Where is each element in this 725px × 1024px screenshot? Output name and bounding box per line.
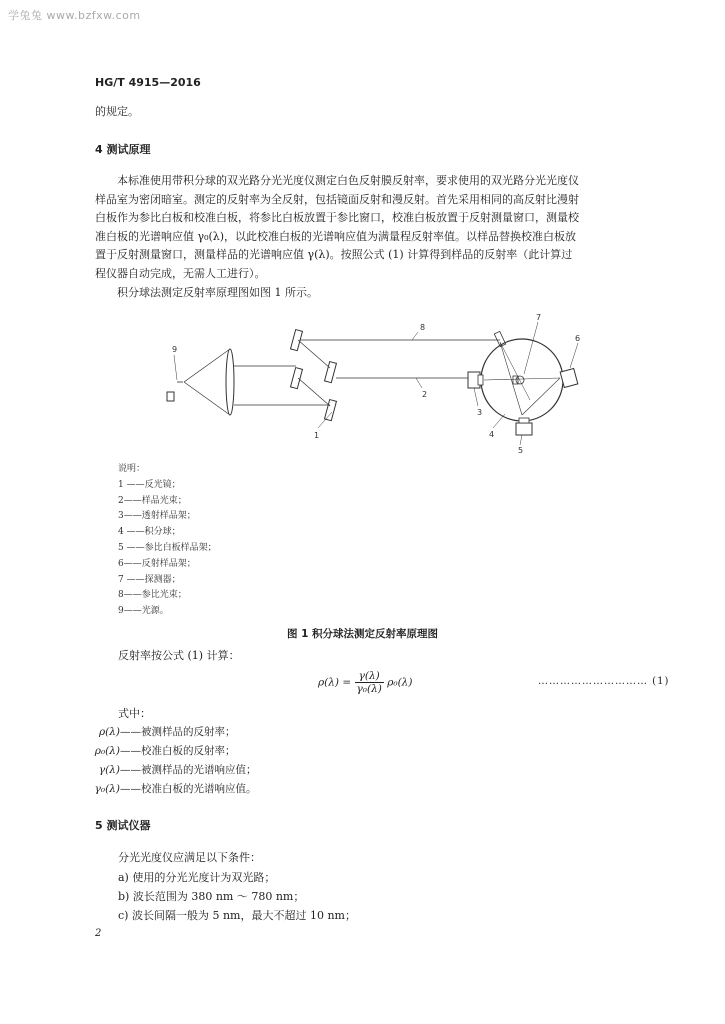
label-3: 3 — [477, 408, 483, 417]
where-label: 式中： — [118, 707, 151, 720]
legend-item: 7 ——探测器； — [118, 574, 181, 585]
label-8: 8 — [420, 323, 426, 332]
label-2: 2 — [422, 390, 428, 399]
legend-item: 1 ——反光镜； — [118, 479, 181, 490]
section-4-paragraph — [95, 172, 655, 302]
figure-caption: 图 1 积分球法测定反射率原理图 — [286, 628, 439, 640]
lens — [226, 349, 234, 415]
reflectance-formula — [318, 670, 412, 695]
paragraph-line: 置于反射测量窗口，测量样品的光谱响应值 γ(λ)。按照公式 (1) 计算得到样品的反射率（此计算过 — [95, 248, 573, 262]
symbol-description: ——校准白板的光谱响应值。 — [120, 783, 257, 795]
legend-item: 2——样品光束； — [118, 495, 187, 506]
formula-fraction — [355, 670, 384, 695]
reference-white-board-holder — [516, 423, 532, 435]
symbol-definition — [50, 762, 257, 777]
label-7: 7 — [536, 313, 542, 322]
paragraph-line: 本标准使用带积分球的双光路分光光度仪测定白色反射膜反射率，要求使用的双光路分光光度仪 — [117, 174, 579, 187]
page-number: 2 — [95, 928, 102, 939]
paragraph-line: 样品室为密闭暗室。测定的反射率为全反射，包括镜面反射和漫反射。首先采用相同的高反射比漫射 — [95, 192, 579, 206]
symbol-description: ——校准白板的反射率； — [120, 745, 236, 757]
legend-item: 5 ——参比白板样品架； — [118, 542, 217, 553]
symbol-definition — [50, 724, 236, 739]
requirement-item: c) 波长间隔一般为 5 nm，最大不超过 10 nm； — [118, 909, 356, 922]
symbol: ρ(λ) — [98, 726, 120, 738]
legend-item: 9——光源。 — [118, 606, 169, 617]
paragraph-line: 程仪器自动完成，无需人工进行）。 — [95, 266, 266, 280]
paragraph-line: 准白板的光谱响应值 γ₀(λ)，以此校准白板的光谱响应值为满量程反射率值。以样品替换校准白板放 — [95, 229, 577, 243]
symbol-description: ——被测样品的光谱响应值； — [120, 764, 257, 776]
figure-reference: 积分球法测定反射率原理图如图 1 所示。 — [117, 285, 318, 299]
symbol-description: ——被测样品的反射率； — [120, 726, 236, 738]
watermark: 学兔兔 www.bzfxw.com — [8, 9, 141, 22]
label-9: 9 — [172, 345, 178, 354]
legend-item: 4 ——积分球； — [118, 527, 181, 538]
section-5-title: 5 测试仪器 — [95, 819, 151, 832]
requirement-item: b) 波长范围为 380 nm ～ 780 nm； — [118, 890, 305, 903]
legend-item: 8——参比光束； — [118, 590, 187, 601]
section-5-intro: 分光光度仪应满足以下条件： — [118, 851, 261, 864]
paragraph-line: 白板作为参比白板和校准白板，将参比白板放置于参比窗口，校准白板放置于反射测量窗口，测量校 — [95, 211, 579, 225]
formula-rhs: ρ₀(λ) — [387, 676, 413, 689]
formula-numerator: γ(λ) — [355, 670, 384, 683]
symbol-definition — [50, 743, 236, 758]
formula-lhs: ρ(λ) = — [318, 676, 352, 689]
legend-item: 3——透射样品架； — [118, 511, 196, 522]
light-source — [167, 392, 174, 401]
mirror — [291, 368, 303, 389]
symbol: γ(λ) — [98, 764, 120, 776]
legend-item: 6——反射样品架； — [118, 558, 196, 569]
label-6: 6 — [575, 334, 581, 343]
formula-denominator: γ₀(λ) — [356, 683, 382, 695]
equation-number: ………………………… (1) — [538, 676, 670, 687]
section-4-title: 4 测试原理 — [95, 143, 151, 156]
label-5: 5 — [518, 446, 524, 455]
label-1: 1 — [314, 431, 320, 440]
intro-line: 的规定。 — [95, 105, 139, 118]
formula-intro: 反射率按公式 (1) 计算： — [118, 649, 240, 662]
requirement-item: a) 使用的分光光度计为双光路； — [118, 871, 276, 884]
symbol: γ₀(λ) — [94, 783, 120, 795]
label-4: 4 — [489, 430, 495, 439]
legend-title: 说明： — [118, 464, 146, 474]
symbol: ρ₀(λ) — [94, 745, 120, 757]
detector — [516, 376, 524, 384]
figure-legend — [118, 462, 217, 620]
integrating-sphere-diagram — [150, 310, 600, 460]
standard-header: HG/T 4915—2016 — [95, 76, 201, 89]
symbol-definition — [50, 781, 257, 796]
